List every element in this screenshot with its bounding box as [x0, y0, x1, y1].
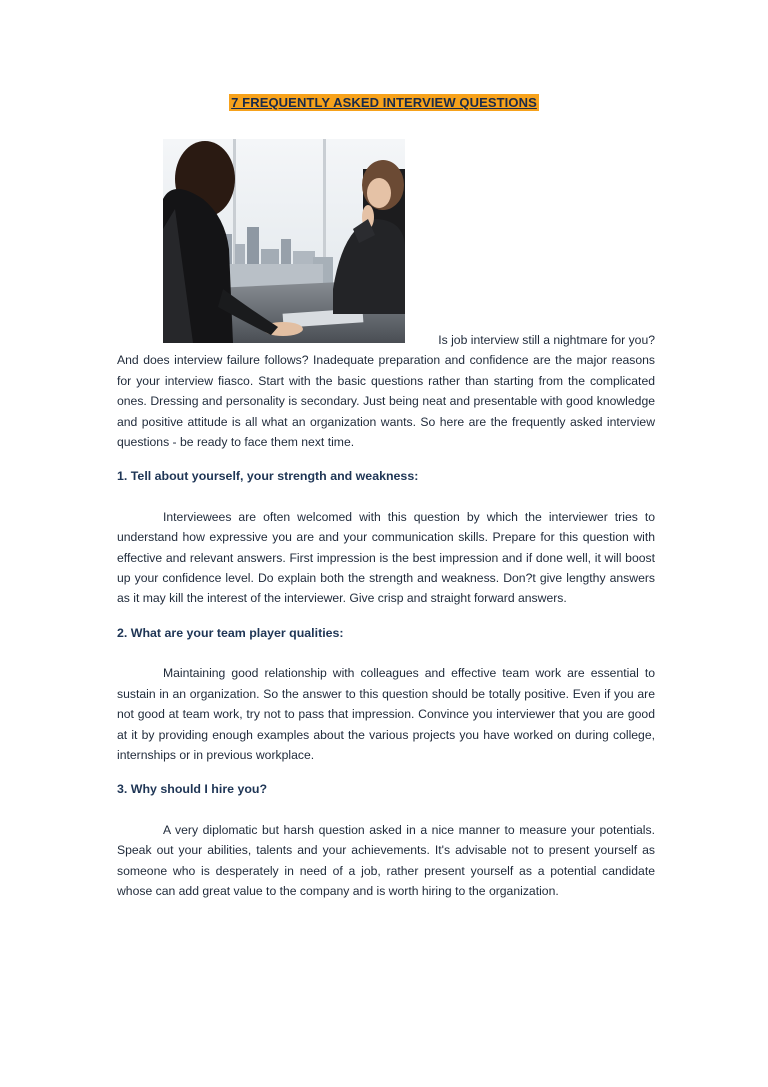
section-heading-1: 1. Tell about yourself, your strength and weakness: — [117, 469, 419, 484]
section-body-1: Interviewees are often welcomed with this question by which the interviewer tries to understand how expressive you are and your communication skills. Prepare for this question with effective and relevant answers. First impression is the best impression and if done well, it will boost up your confidence level. Do explain both the strength and weakness. Don?t give lengthy answers as it may kill the interest of the interviewer. Give crisp and straight forward answers. — [117, 509, 655, 606]
section-heading-3: 3. Why should I hire you? — [117, 782, 268, 797]
section-body-2: Maintaining good relationship with colleagues and effective team work are essential to sustain in an organization. So the answer to this question should be totally positive. Even if you are not good at team work, try not to pass that impression. Convince you interviewer that you are good at it by providing enough examples about the various projects you have worked on during college, internships or in previous workplace. — [117, 666, 655, 762]
title-container — [0, 94, 768, 112]
section-body-3: A very diplomatic but harsh question asked in a nice manner to measure your potentials. Speak out your abilities, talents and your achievements. It's advisable not to present yourself as someone who is desperately in need of a job, rather present yourself as a potential candidate whose can add great value to the company and is worth hiring to the organization. — [117, 822, 655, 898]
section-heading-2: 2. What are your team player qualities: — [117, 625, 344, 640]
interview-photo — [163, 139, 405, 343]
intro-first-line: Is job interview still a nightmare for you? — [438, 333, 655, 347]
page-title: 7 FREQUENTLY ASKED INTERVIEW QUESTIONS — [231, 95, 537, 110]
article-body — [117, 330, 655, 901]
intro-paragraph: And does interview failure follows? Inadequate preparation and confidence are the major reasons for your interview fiasco. Start with the basic questions rather than starting from the complicated ones. Dressing and personality is secondary. Just being neat and presentable with good knowledge and positive attitude is all what an organization wants. So here are the frequently asked interview questions - be ready to face them next time. — [117, 353, 655, 450]
